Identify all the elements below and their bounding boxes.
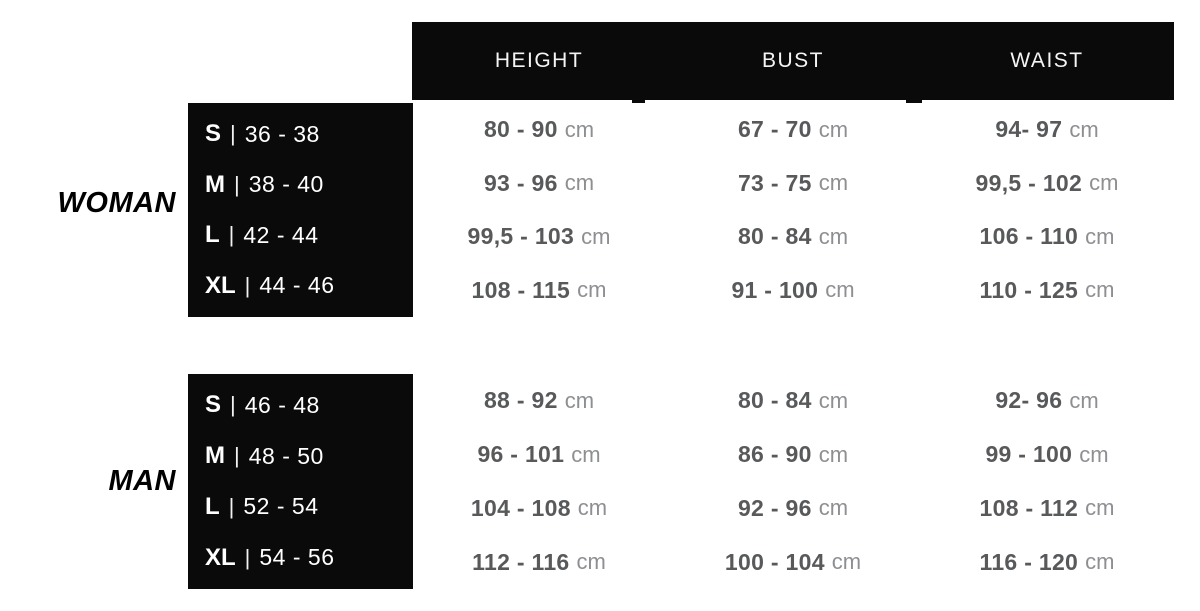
size-label-row-man-xl [188, 544, 413, 572]
value-unit: cm [1085, 277, 1115, 303]
column-header-height: HEIGHT [494, 49, 584, 72]
value-unit: cm [818, 387, 849, 413]
value-cell-man-l-bust [666, 482, 920, 536]
value-number: 80 - 84 [737, 387, 812, 414]
value-cell-man-s-bust [666, 374, 920, 428]
value-unit: cm [825, 277, 855, 303]
man-values [412, 374, 1174, 589]
value-cell-woman-m-bust [666, 157, 920, 211]
size-letter: S [205, 120, 222, 148]
value-number: 80 - 84 [737, 223, 812, 250]
value-cell-man-s-height [412, 374, 666, 428]
size-label-row-woman-xl [188, 272, 413, 300]
value-cell-woman-xl-bust [666, 264, 920, 318]
value-cell-woman-m-waist [920, 157, 1174, 211]
size-letter: XL [205, 271, 236, 299]
value-number: 93 - 96 [483, 169, 558, 196]
size-letter: M [205, 442, 225, 470]
size-letter: S [205, 391, 222, 419]
woman-size-labels [188, 103, 413, 317]
size-label-row-man-s [188, 391, 413, 419]
value-number: 92 - 96 [737, 494, 812, 521]
value-number: 108 - 115 [471, 276, 571, 303]
size-letter: M [205, 170, 225, 198]
value-unit: cm [818, 116, 849, 142]
value-number: 86 - 90 [737, 441, 812, 468]
value-number: 80 - 90 [483, 116, 558, 143]
value-unit: cm [818, 170, 849, 196]
value-number: 96 - 101 [477, 441, 565, 468]
size-label-row-man-m [188, 442, 413, 470]
value-cell-man-m-height [412, 428, 666, 482]
group-label-woman: WOMAN [57, 186, 176, 219]
value-cell-man-l-height [412, 482, 666, 536]
value-cell-man-xl-bust [666, 535, 920, 589]
size-letter: XL [205, 543, 236, 571]
value-cell-man-m-bust [666, 428, 920, 482]
value-number: 92- 96 [995, 387, 1063, 414]
value-unit: cm [571, 441, 601, 467]
size-separator: | [230, 392, 236, 418]
size-range: 52 - 54 [243, 493, 319, 520]
value-unit: cm [1089, 170, 1119, 196]
table-header [412, 22, 1174, 100]
size-separator: | [230, 121, 236, 147]
size-separator: | [228, 493, 235, 519]
value-cell-woman-s-height [412, 103, 666, 157]
value-unit: cm [818, 441, 849, 467]
value-cell-woman-l-bust [666, 210, 920, 264]
size-separator: | [234, 443, 240, 469]
size-label-row-man-l [188, 493, 413, 521]
value-number: 73 - 75 [737, 169, 812, 196]
value-number: 94- 97 [995, 116, 1063, 143]
size-label-row-woman-l [188, 221, 413, 249]
value-number: 99 - 100 [985, 441, 1073, 468]
value-cell-woman-xl-waist [920, 264, 1174, 318]
size-range: 42 - 44 [243, 221, 319, 248]
value-number: 91 - 100 [731, 276, 819, 303]
value-cell-man-xl-height [412, 535, 666, 589]
value-cell-woman-l-height [412, 210, 666, 264]
value-unit: cm [564, 387, 595, 413]
value-cell-woman-l-waist [920, 210, 1174, 264]
value-cell-woman-s-bust [666, 103, 920, 157]
value-unit: cm [1069, 387, 1099, 413]
value-cell-man-s-waist [920, 374, 1174, 428]
value-cell-man-m-waist [920, 428, 1174, 482]
value-number: 116 - 120 [979, 548, 1079, 575]
value-number: 112 - 116 [472, 548, 570, 575]
column-header-bust: BUST [761, 49, 824, 72]
value-number: 104 - 108 [470, 494, 571, 521]
value-unit: cm [564, 116, 595, 142]
value-unit: cm [1085, 495, 1115, 521]
woman-values [412, 103, 1174, 317]
size-letter: L [205, 221, 220, 249]
value-unit: cm [576, 549, 606, 575]
value-number: 110 - 125 [979, 276, 1079, 303]
value-unit: cm [577, 495, 608, 521]
value-unit: cm [564, 170, 595, 196]
size-separator: | [244, 272, 251, 298]
value-number: 108 - 112 [979, 494, 1079, 521]
group-label-man: MAN [108, 465, 176, 497]
size-range: 54 - 56 [259, 544, 335, 571]
value-unit: cm [581, 223, 611, 249]
size-range: 36 - 38 [244, 120, 320, 147]
value-unit: cm [1069, 116, 1099, 142]
size-separator: | [244, 544, 251, 570]
value-unit: cm [818, 223, 849, 249]
value-cell-man-xl-waist [920, 535, 1174, 589]
size-label-row-woman-m [188, 171, 413, 199]
value-number: 100 - 104 [724, 548, 825, 575]
size-range: 46 - 48 [244, 391, 320, 418]
value-cell-woman-m-height [412, 157, 666, 211]
value-unit: cm [1085, 223, 1115, 249]
value-number: 99,5 - 102 [975, 169, 1083, 196]
value-number: 67 - 70 [737, 116, 812, 143]
value-unit: cm [818, 495, 849, 521]
man-size-labels [188, 374, 413, 589]
value-cell-woman-s-waist [920, 103, 1174, 157]
size-separator: | [234, 171, 240, 197]
size-range: 38 - 40 [248, 171, 324, 198]
value-unit: cm [1085, 549, 1115, 575]
value-number: 99,5 - 103 [467, 223, 575, 250]
size-letter: L [205, 492, 220, 520]
value-unit: cm [831, 549, 862, 575]
size-range: 48 - 50 [248, 442, 324, 469]
size-separator: | [228, 222, 235, 248]
value-unit: cm [577, 277, 607, 303]
value-cell-man-l-waist [920, 482, 1174, 536]
value-cell-woman-xl-height [412, 264, 666, 318]
value-number: 88 - 92 [483, 387, 558, 414]
size-label-row-woman-s [188, 120, 413, 148]
value-unit: cm [1079, 441, 1109, 467]
value-number: 106 - 110 [979, 223, 1079, 250]
size-range: 44 - 46 [259, 272, 335, 299]
column-header-waist: WAIST [1010, 49, 1084, 72]
